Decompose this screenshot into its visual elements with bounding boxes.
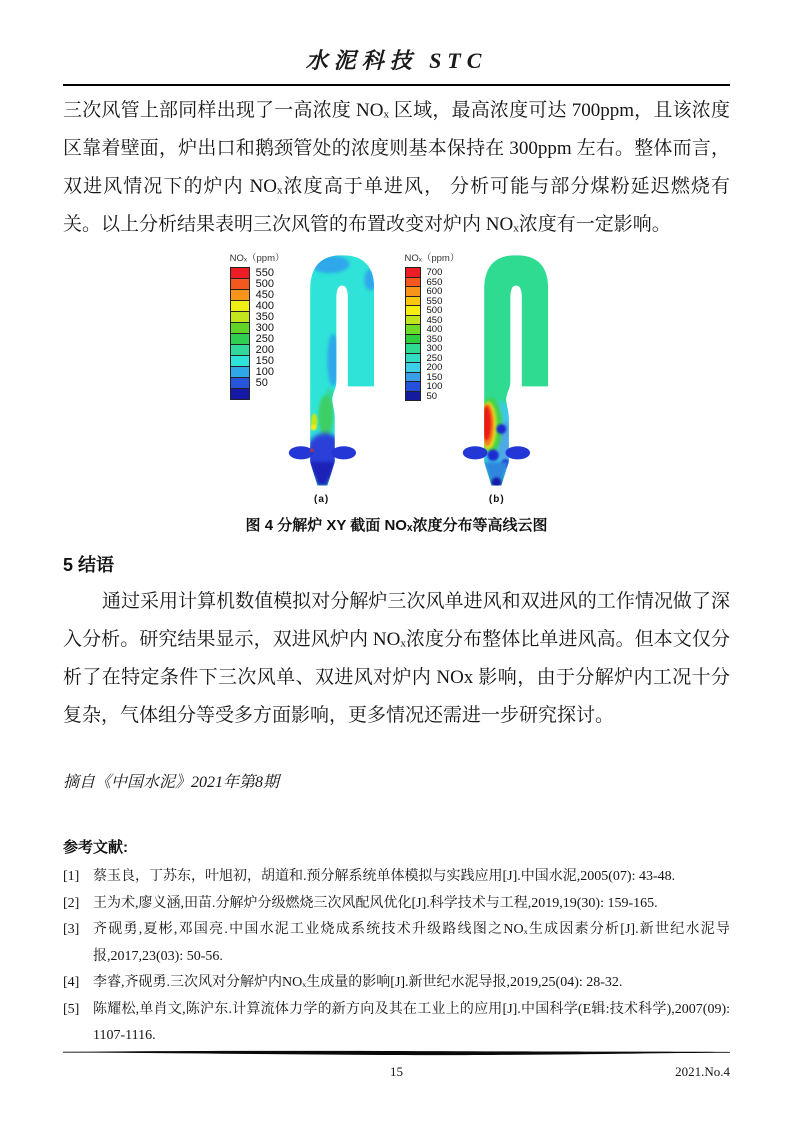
references-heading: 参考文献: [63,839,128,856]
legend-title-a: NOₓ（ppm） [229,253,285,264]
header-rule [63,84,730,86]
page-content [0,44,793,1050]
reference-index: [1] [63,869,80,884]
legend-value: 50 [426,390,438,402]
legend-value: 250 [426,352,443,364]
legend-value: 250 [255,333,274,345]
legend-title-b: NOₓ（ppm） [404,253,460,264]
legend-value: 100 [426,381,443,392]
furnace-column-a [287,247,389,505]
reference-text: 李睿,齐砚勇.三次风对分解炉内NOₓ生成量的影响[J].新世纪水泥导报,2019,25(04): 28-32. [93,975,623,990]
legend-value: 350 [426,333,443,345]
legend-value: 350 [255,311,274,323]
reference-index: [5] [63,1001,80,1017]
reference-item [63,864,730,891]
legend-value: 450 [255,289,274,301]
legend-value: 100 [255,366,274,378]
reference-index: [2] [63,895,80,911]
intro-paragraph: 三次风管上部同样出现了一高浓度 NOₓ 区域，最高浓度可达 700ppm，且该浓度区靠着壁面，炉出口和鹅颈管处的浓度则基本保持在 300ppm 左右。整体而言，双进风情况下的炉内 NOₓ浓度高于单进风， 分析可能与部分煤粉延迟燃烧有关。以上分析结果表明三次风管的布置改变对炉内 NOₓ浓度有一定影响。 [63,100,730,235]
legend-scale-b [405,268,460,401]
figure-4 [63,247,730,535]
source-note: 摘自《中国水泥》2021年第8期 [63,774,280,791]
reference-text: 王为术,廖义涵,田苗.分解炉分级燃烧三次风配风优化[J].科学技术与工程,2019,19(30): 159-165. [93,895,658,911]
furnace-contour-plot-a [287,247,389,493]
legend-value: 150 [255,355,274,367]
colorbar-legend-a [230,250,285,400]
legend-scale-a [230,268,285,400]
hotspot-a [310,449,313,452]
legend-entry [230,389,285,400]
legend-value: 400 [255,300,274,312]
reference-text: 陈耀松,单肖文,陈沪东.计算流体力学的新方向及其在工业上的应用[J].中国科学(E辑:技术科学),2007(09): 1107-1116. [93,1001,730,1043]
reference-item [63,970,730,997]
legend-value: 600 [426,286,443,297]
footer-rule [63,1049,730,1057]
tertiary-air-wing-right-a [331,446,356,459]
legend-value: 300 [426,343,443,354]
legend-value: 500 [426,305,443,316]
panel-label-a: (a) [314,494,330,505]
figure-caption: 图 4 分解炉 XY 截面 NOₓ浓度分布等高线云图 [245,517,548,534]
legend-value: 700 [426,267,443,278]
section-heading: 5 结语 [63,555,115,575]
reference-index: [4] [63,975,80,990]
reference-item [63,997,730,1050]
legend-entry [405,392,460,402]
reference-text: 蔡玉良，丁苏东，叶旭初，胡道和.预分解系统单体模拟与实践应用[J].中国水泥,2005(07): 43-48. [93,869,676,884]
footer-row [63,1064,730,1080]
legend-value: 450 [426,314,443,326]
legend-value: 650 [426,276,443,288]
figure-panel-a [230,247,389,505]
legend-value: 150 [426,371,443,383]
issue-label: 2021.No.4 [675,1064,730,1079]
panel-label-b: (b) [488,494,505,505]
legend-value: 200 [255,344,274,356]
legend-value: 500 [255,278,274,290]
page-footer [63,1044,730,1080]
legend-value: 50 [255,377,268,389]
figure-panels [63,247,730,505]
reference-index: [3] [63,922,80,937]
colorbar-legend-b [405,250,460,401]
legend-value: 300 [255,322,274,334]
conclusion-paragraph: 通过采用计算机数值模拟对分解炉三次风单进风和双进风的工作情况做了深入分析。研究结果显示，双进风炉内 NOₓ浓度分布整体比单进风高。但本文仅分析了在特定条件下三次风单、双进风对炉内 NOx 影响，由于分解炉内工况十分复杂，气体组分等受多方面影响，更多情况还需进一步研究探讨。 [63,591,730,726]
furnace-contour-plot-b [461,247,563,493]
furnace-column-b [461,247,563,505]
tertiary-air-wing-right-b [506,446,531,459]
page-number: 15 [390,1064,403,1079]
reference-item [63,891,730,918]
references-list [63,864,730,1050]
tertiary-air-wing-left-a [288,446,313,459]
legend-value: 200 [426,362,443,373]
legend-color-swatch [405,391,421,402]
figure-panel-b [405,247,564,505]
legend-color-swatch [230,388,250,400]
legend-value: 550 [255,267,274,279]
legend-value: 400 [426,324,443,335]
legend-value: 550 [426,295,443,307]
tertiary-air-wing-left-b [463,446,488,459]
journal-header-title: 水泥科技 STC [305,48,488,73]
reference-item [63,917,730,970]
reference-text: 齐砚勇,夏彬,邓国亮.中国水泥工业烧成系统技术升级路线图之NOₓ生成因素分析[J].新世纪水泥导报,2017,23(03): 50-56. [93,922,730,964]
